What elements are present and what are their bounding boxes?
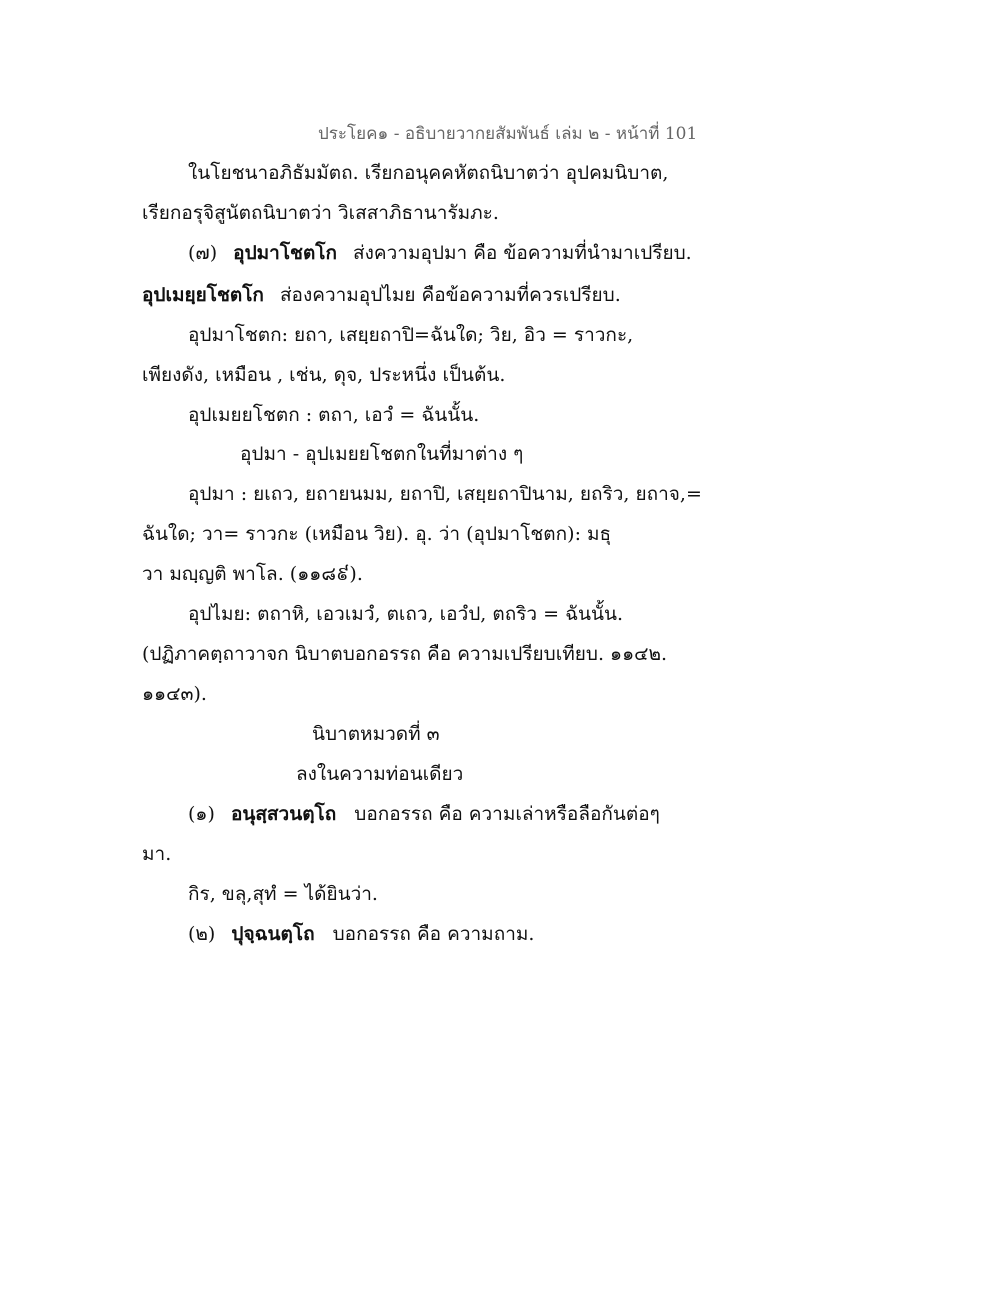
text-line-9: อุปมา : ยเถว, ยถายนมม, ยถาปิ, เสยฺยถาปินาม, ยถริว, ยถาจ,= (188, 483, 702, 505)
text-line-12: อุปไมย: ตถาหิ, เอวเมวํ, ตเถว, เอวํป, ตถริว = ฉันนั้น. (188, 603, 624, 625)
term-anussavanattha: อนุสฺสวนตฺโถ (230, 803, 337, 825)
text-line-14: ๑๑๔๓). (142, 683, 207, 705)
definition-upameyya: ส่องความอุปไมย คือข้อความที่ควรเปรียบ. (279, 284, 621, 306)
text-line-19: กิร, ขลุ,สุทํ = ได้ยินว่า. (188, 883, 378, 905)
text-line-4 (142, 282, 621, 308)
text-line-20 (188, 921, 534, 947)
definition-upama: ส่งความอุปมา คือ ข้อความที่นำมาเปรียบ. (353, 242, 692, 264)
text-line-18: มา. (142, 843, 172, 865)
running-header: ประโยค๑ - อธิบายวากยสัมพันธ์ เล่ม ๒ - หน้าที่ 101 (318, 124, 698, 144)
text-line-6: เพียงดัง, เหมือน , เช่น, ดุจ, ประหนึ่ง เป็นต้น. (142, 364, 506, 386)
definition-anussavana: บอกอรรถ คือ ความเล่าหรือลือกันต่อๆ (354, 803, 660, 825)
item-number-1: (๑) (188, 803, 215, 825)
text-line-13: (ปฏิภาคตฺถาวาจก นิบาตบอกอรรถ คือ ความเปรียบเทียบ. ๑๑๔๒. (142, 643, 668, 665)
text-line-17 (188, 801, 660, 827)
text-line-11: วา มญฺญติ พาโล. (๑๑๘៩). (142, 563, 363, 585)
text-line-5: อุปมาโชตก: ยถา, เสยฺยถาปิ=ฉันใด; วิย, อิว = ราวกะ, (188, 324, 634, 346)
text-line-2: เรียกอรุจิสูนัตถนิบาตว่า วิเสสาภิธานารัมภะ. (142, 202, 499, 224)
term-upama-jotaka: อุปมาโชตโก (233, 242, 337, 264)
text-line-1: ในโยชนาอภิธัมมัตถ. เรียกอนุคคหัตถนิบาตว่า อุปคมนิบาต, (188, 162, 669, 184)
text-line-7: อุปเมยยโชตก : ตถา, เอวํ = ฉันนั้น. (188, 404, 480, 426)
subheading-upama-upameyya: อุปมา - อุปเมยยโชตกในที่มาต่าง ๆ (240, 443, 524, 465)
definition-pucchana: บอกอรรถ คือ ความถาม. (332, 923, 535, 945)
term-upameyya-jotaka: อุปเมยฺยโชตโก (142, 284, 264, 306)
section-subheading: ลงในความท่อนเดียว (296, 763, 464, 785)
text-line-10: ฉันใด; วา= ราวกะ (เหมือน วิย). อุ. ว่า (อุปมาโชตก): มธุ (142, 523, 612, 545)
section-heading: นิบาตหมวดที่ ๓ (312, 723, 440, 745)
item-number-2: (๒) (188, 923, 216, 945)
text-line-3 (188, 240, 692, 266)
term-pucchanattha: ปุจฺฉนตฺโถ (231, 923, 315, 945)
item-number-7: (๗) (188, 242, 218, 264)
